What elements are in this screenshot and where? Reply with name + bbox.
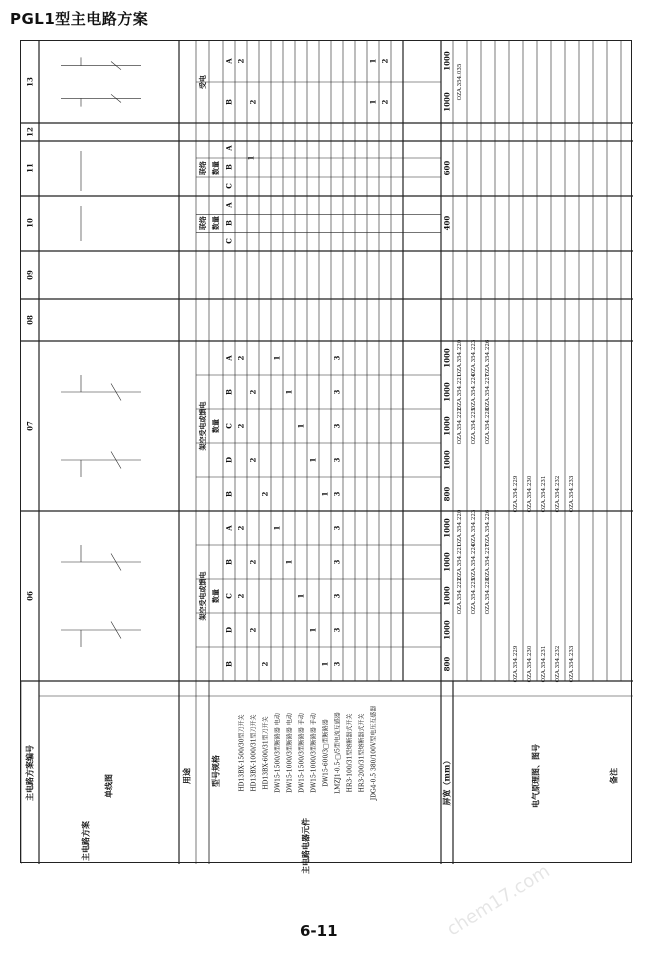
qty-value: 1 — [368, 99, 378, 105]
component-name: DW15-1000/3型断路器 手动 — [310, 713, 318, 793]
drawing-no: OZA.354.232 — [555, 645, 561, 683]
width-value: 1000 — [442, 552, 452, 572]
qty-value: 1 — [320, 661, 330, 667]
abcd-letter: A — [224, 202, 234, 208]
component-name: JDG4-0.5 380/100V型电压互感器 — [370, 705, 378, 801]
drawing-no: OZA.354.226 — [485, 509, 491, 547]
width-value: 1000 — [442, 92, 452, 112]
abcd-letter: C — [224, 183, 234, 189]
component-name: DW15-600/3□型断路器 — [322, 719, 330, 787]
qty-value: 2 — [260, 661, 270, 667]
component-name: HD13BX-1500/30型刀开关 — [238, 714, 246, 792]
scheme-number: 06 — [25, 591, 35, 601]
drawing-no: OZA.354.233 — [569, 645, 575, 683]
diagram-label: 单线图 — [103, 774, 114, 798]
drawing-no: OZA.354.230 — [527, 645, 533, 683]
abcd-letter: A — [224, 525, 234, 531]
purpose-10: 联络 — [198, 216, 207, 230]
component-name: HD13BX-600/31型刀开关 — [262, 716, 270, 790]
width-value: 1000 — [442, 450, 452, 470]
scheme-number: 12 — [25, 127, 35, 137]
width-value: 800 — [442, 656, 452, 672]
drawing-no: OZA.354.221 — [457, 373, 463, 411]
abcd-letter: B — [224, 220, 234, 226]
scheme-number: 13 — [25, 77, 35, 87]
drawing-no: OZA.354.222 — [457, 407, 463, 445]
qty-value: 2 — [236, 58, 246, 64]
qty-value: 2 — [236, 593, 246, 599]
qty-value: 2 — [236, 423, 246, 429]
qty-value: 3 — [332, 627, 342, 633]
page-title: PGL1型主电路方案 — [10, 10, 149, 28]
abcd-letter: B — [224, 559, 234, 565]
drawing-no: OZA.354.227 — [485, 543, 491, 581]
width-value: 800 — [442, 486, 452, 502]
abcd-letter: A — [224, 145, 234, 151]
qty-value: 1 — [296, 593, 306, 599]
abcd-letter: B — [224, 164, 234, 170]
scheme-number: 11 — [25, 163, 35, 173]
qty-value: 3 — [332, 423, 342, 429]
abcd-letter: C — [224, 423, 234, 429]
qty-value: 2 — [236, 525, 246, 531]
qty-value: 1 — [368, 58, 378, 64]
qty-value: 2 — [248, 457, 258, 463]
qty-value: 2 — [248, 389, 258, 395]
qty-value: 3 — [332, 491, 342, 497]
component-name: DW15-1500/3型断路器 手动 — [298, 713, 306, 793]
qty-value: 2 — [260, 491, 270, 497]
qty-value: 3 — [332, 661, 342, 667]
width-value: 1000 — [442, 620, 452, 640]
drawing-no: OZA.354.224 — [471, 543, 477, 581]
qty-label-10: 数量 — [211, 216, 220, 230]
component-name: HD13BX-1000/31型刀开关 — [250, 714, 258, 792]
scheme-number: 10 — [25, 218, 35, 228]
drawing-no: OZA.354.228 — [485, 407, 491, 445]
qty-value: 3 — [332, 457, 342, 463]
drawing-no: OZA.354.035 — [457, 63, 463, 101]
qty-value: 2 — [380, 58, 390, 64]
component-name: DW15-1000/3型断路器 电动 — [286, 713, 294, 793]
abcd-letter: D — [224, 626, 234, 634]
remarks-label: 备注 — [608, 768, 619, 784]
qty-value: 3 — [332, 389, 342, 395]
qty-value: 1 — [272, 525, 282, 531]
component-name: HR3-200/31型熔断器式开关 — [358, 713, 366, 793]
drawing-no: OZA.354.222 — [457, 577, 463, 615]
abcd-letter: B — [224, 661, 234, 667]
qty-label-07: 数量 — [211, 419, 220, 433]
drawing-no: OZA.354.231 — [541, 475, 547, 513]
drawing-no: OZA.354.225 — [471, 407, 477, 445]
abcd-letter: C — [224, 593, 234, 599]
qty-value: 2 — [380, 99, 390, 105]
abcd-letter: C — [224, 238, 234, 244]
qty-value: 3 — [332, 559, 342, 565]
page-number: 6-11 — [300, 922, 338, 940]
drawing-no: OZA.354.227 — [485, 373, 491, 411]
drawing-no: OZA.354.229 — [513, 645, 519, 683]
drawing-no: OZA.354.226 — [485, 339, 491, 377]
abcd-letter: D — [224, 456, 234, 464]
purpose-13: 受电 — [198, 75, 207, 89]
purpose-11: 联络 — [198, 161, 207, 175]
qty-value: 2 — [248, 559, 258, 565]
scheme-table — [20, 40, 632, 874]
drawing-no: OZA.354.225 — [471, 577, 477, 615]
drawing-no: OZA.354.233 — [569, 475, 575, 513]
width-value: 1000 — [442, 348, 452, 368]
components-label: 主电路电器元件 — [300, 818, 311, 874]
qty-value: 1 — [284, 559, 294, 565]
drawing-no: OZA.354.220 — [457, 509, 463, 547]
qty-label-11: 数量 — [211, 161, 220, 175]
drawing-no: OZA.354.228 — [485, 577, 491, 615]
scheme-no-label: 主电路方案编号 — [24, 745, 35, 801]
drawing-no: OZA.354.223 — [471, 339, 477, 377]
scheme-number: 07 — [25, 421, 35, 431]
drawing-no: OZA.354.230 — [527, 475, 533, 513]
drawing-no: OZA.354.232 — [555, 475, 561, 513]
drawing-no: OZA.354.229 — [513, 475, 519, 513]
drawing-no: OZA.354.231 — [541, 645, 547, 683]
qty-value: 1 — [272, 355, 282, 361]
width-value: 1000 — [442, 586, 452, 606]
scheme-number: 08 — [25, 315, 35, 325]
qty-value: 1 — [246, 155, 256, 161]
abcd-letter: B — [224, 491, 234, 497]
qty-value: 1 — [308, 457, 318, 463]
abcd-letter: B — [224, 99, 234, 105]
abcd-letter: B — [224, 389, 234, 395]
qty-value: 3 — [332, 355, 342, 361]
qty-value: 2 — [248, 627, 258, 633]
qty-value: 2 — [236, 355, 246, 361]
drawing-no: OZA.354.224 — [471, 373, 477, 411]
model-label: 型号规格 — [210, 755, 221, 787]
main-circuit-label: 主电路方案 — [80, 821, 91, 861]
purpose-07: 架空受电或馈电 — [198, 401, 207, 451]
scheme-number: 09 — [25, 270, 35, 280]
width-value: 1000 — [442, 416, 452, 436]
qty-value: 1 — [284, 389, 294, 395]
qty-value: 2 — [248, 99, 258, 105]
component-name: DW15-1500/3型断路器 电动 — [274, 713, 282, 793]
abcd-letter: A — [224, 355, 234, 361]
drawing-no: OZA.354.221 — [457, 543, 463, 581]
abcd-letter: A — [224, 58, 234, 64]
purpose-06: 架空受电或馈电 — [198, 571, 207, 621]
width-value: 1000 — [442, 51, 452, 71]
component-name: HR3-100/31型熔断器式开关 — [346, 713, 354, 793]
width-value: 400 — [442, 215, 452, 231]
drawing-no-label: 电气原理图、图号 — [530, 744, 541, 808]
drawing-no: OZA.354.223 — [471, 509, 477, 547]
width-value: 1000 — [442, 382, 452, 402]
qty-value: 3 — [332, 525, 342, 531]
width-label: 屏宽（mm） — [441, 756, 452, 806]
component-name: LMZJ1-0.5-□/5型电流互感器 — [334, 712, 342, 794]
qty-label-06: 数量 — [211, 589, 220, 603]
watermark: chem17.com — [443, 860, 554, 941]
qty-value: 1 — [296, 423, 306, 429]
drawing-no: OZA.354.220 — [457, 339, 463, 377]
width-value: 1000 — [442, 518, 452, 538]
qty-value: 1 — [320, 491, 330, 497]
width-value: 600 — [442, 160, 452, 176]
purpose-label: 用途 — [181, 768, 192, 784]
qty-value: 3 — [332, 593, 342, 599]
qty-value: 1 — [308, 627, 318, 633]
